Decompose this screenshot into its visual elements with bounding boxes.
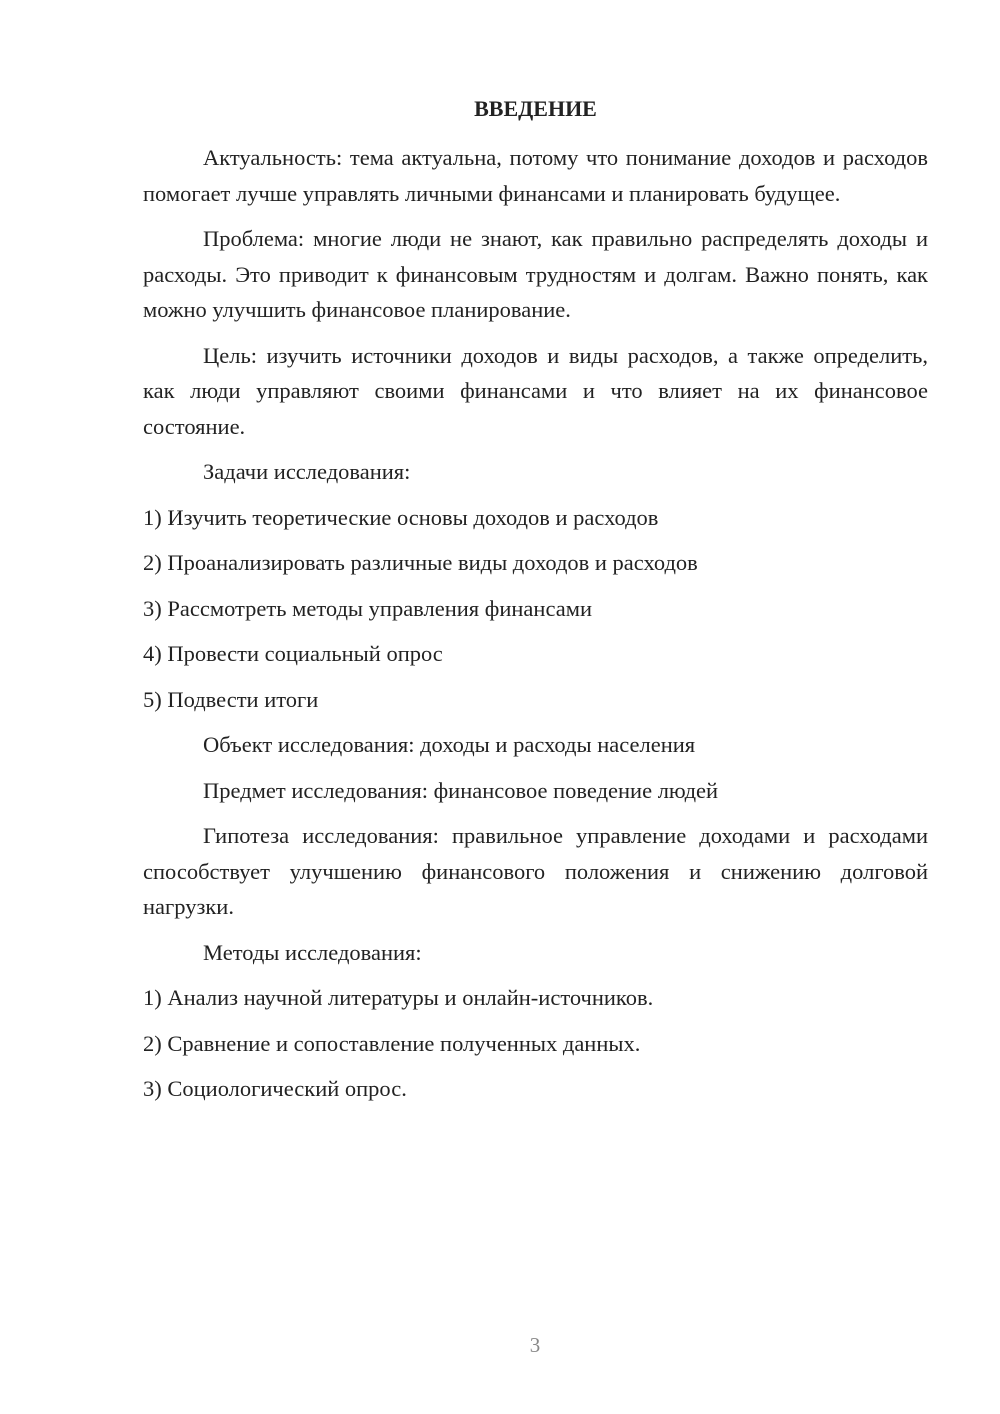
hypothesis-paragraph: Гипотеза исследования: правильное управление доходами и расходами способствует улучшению финансового положения и снижению долговой нагрузки. <box>143 823 928 919</box>
methods-heading: Методы исследования: <box>203 939 422 965</box>
list-item: 2) Проанализировать различные виды доходов и расходов <box>143 550 698 575</box>
document-page <box>143 94 928 1117</box>
page-title: ВВЕДЕНИЕ <box>474 96 597 121</box>
goal-paragraph: Цель: изучить источники доходов и виды расходов, а также определить, как люди управляют своими финансами и что влияет на их финансовое состояние. <box>143 342 928 439</box>
relevance-paragraph: Актуальность: тема актуальна, потому что понимание доходов и расходов помогает лучше управлять личными финансами и планировать будущее. <box>143 145 928 206</box>
object-line: Объект исследования: доходы и расходы населения <box>203 732 696 757</box>
problem-paragraph: Проблема: многие люди не знают, как правильно распределять доходы и расходы. Это приводит к финансовым трудностям и долгам. Важно понять, как можно улучшить финансовое планирование. <box>143 226 928 322</box>
list-item: 3) Рассмотреть методы управления финансами <box>143 595 592 621</box>
list-item: 3) Социологический опрос. <box>143 1076 407 1101</box>
tasks-list <box>143 500 928 718</box>
page-number: 3 <box>529 1333 541 1357</box>
methods-list <box>143 980 928 1107</box>
subject-line: Предмет исследования: финансовое поведение людей <box>203 777 719 803</box>
list-item: 1) Анализ научной литературы и онлайн-источников. <box>143 985 654 1010</box>
list-item: 5) Подвести итоги <box>143 686 319 712</box>
list-item: 2) Сравнение и сопоставление полученных данных. <box>143 1030 641 1056</box>
list-item: 4) Провести социальный опрос <box>143 641 443 666</box>
tasks-heading: Задачи исследования: <box>203 459 411 484</box>
list-item: 1) Изучить теоретические основы доходов и расходов <box>143 504 659 530</box>
